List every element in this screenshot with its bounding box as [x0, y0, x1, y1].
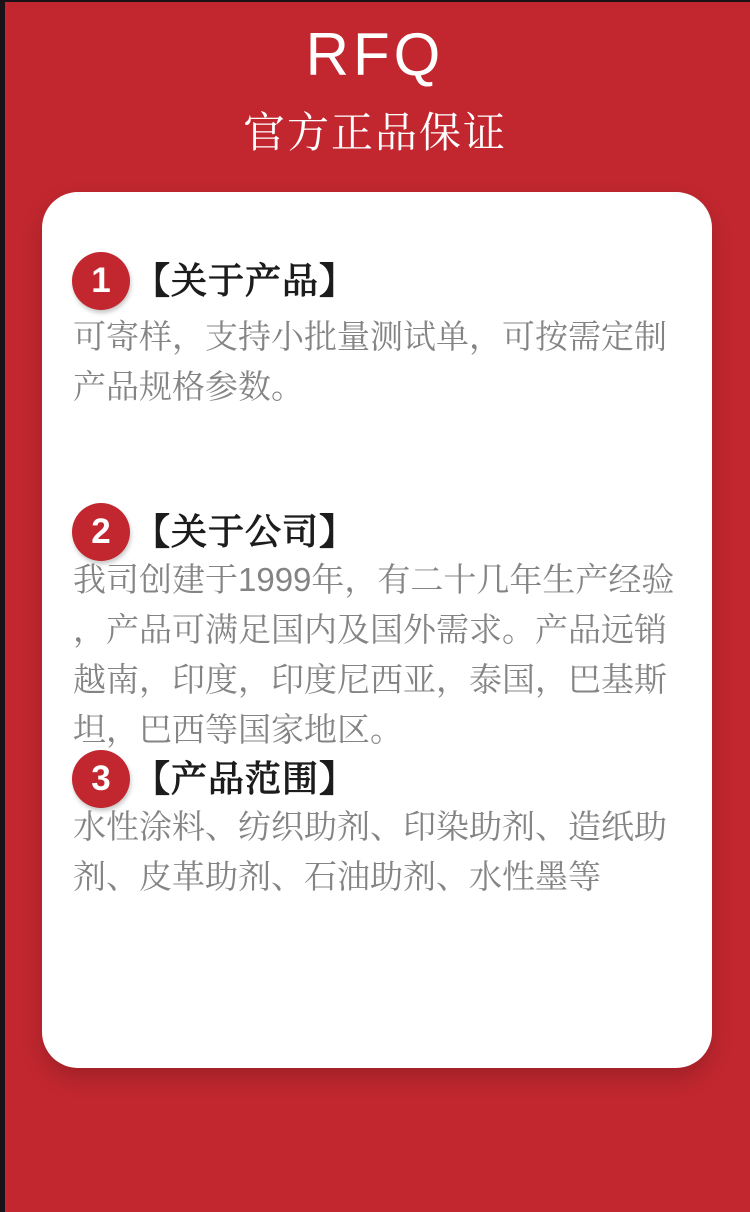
- page-title: RFQ: [305, 21, 445, 88]
- body-line: 剂、皮革助剂、石油助剂、水性墨等: [73, 858, 601, 895]
- section-1-number: 1: [91, 261, 111, 300]
- section-2-number-badge: [72, 503, 130, 561]
- section-3-number: 3: [91, 759, 111, 798]
- section-3-body: [73, 802, 667, 902]
- section-3-number-badge: [72, 750, 130, 808]
- body-line: 越南，印度，印度尼西亚，泰国，巴基斯: [73, 661, 667, 698]
- section-2-body: [73, 555, 674, 755]
- section-3-heading: 【产品范围】: [134, 758, 357, 799]
- top-edge-strip: [0, 0, 750, 2]
- body-line: 产品规格参数。: [73, 368, 304, 405]
- section-2-heading: 【关于公司】: [134, 511, 357, 552]
- body-line: 水性涂料、纺织助剂、印染助剂、造纸助: [73, 808, 667, 845]
- left-edge-strip: [0, 0, 5, 1212]
- body-line: 可寄样，支持小批量测试单，可按需定制: [73, 318, 667, 355]
- section-1-body: [73, 312, 667, 412]
- body-line: 坦，巴西等国家地区。: [73, 711, 403, 748]
- section-1-heading: 【关于产品】: [134, 260, 357, 301]
- info-card: [42, 192, 712, 1068]
- body-line: 我司创建于1999年，有二十几年生产经验: [73, 561, 675, 598]
- page-subtitle: 官方正品保证: [242, 109, 507, 156]
- section-1-number-badge: [72, 252, 130, 310]
- body-line: ，产品可满足国内及国外需求。产品远销: [73, 611, 667, 648]
- section-2-number: 2: [91, 512, 111, 551]
